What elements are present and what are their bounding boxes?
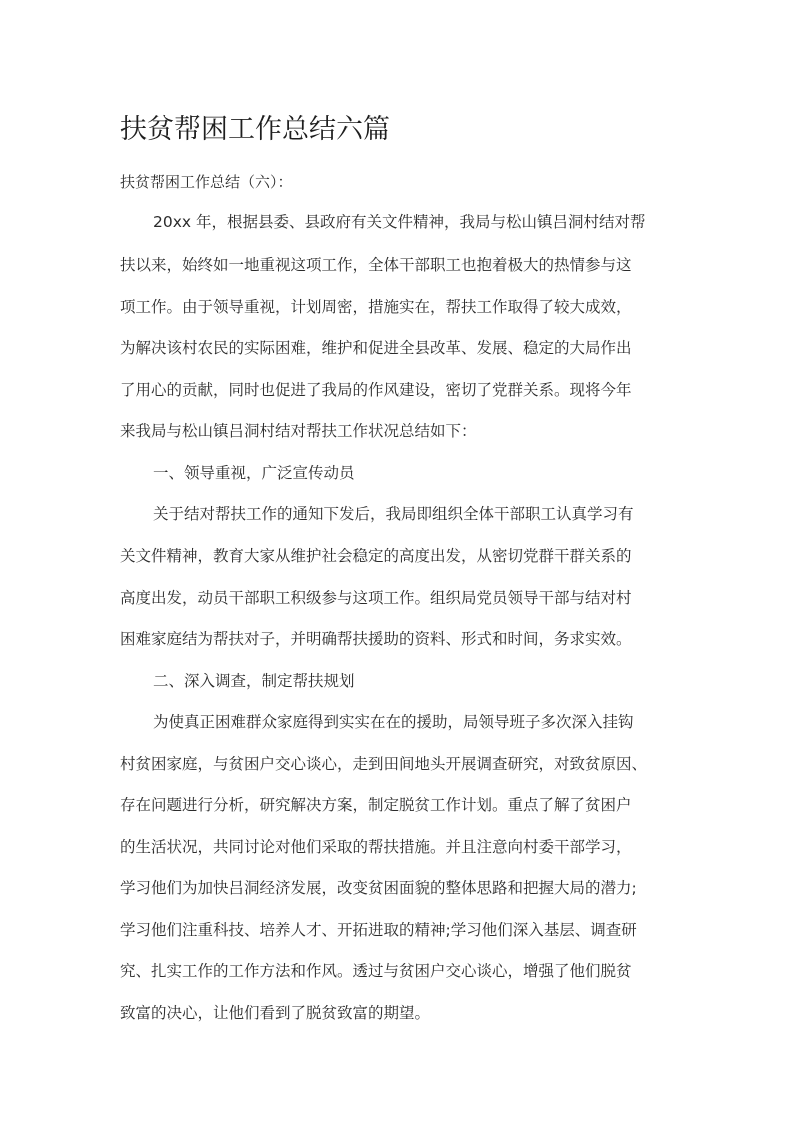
paragraph-line: 为使真正困难群众家庭得到实实在在的援助，局领导班子多次深入挂钩 [153,713,634,731]
paragraph-line: 为解决该村农民的实际困难，维护和促进全县改革、发展、稳定的大局作出 [120,339,632,357]
paragraph-line: 困难家庭结为帮扶对子，并明确帮扶援助的资料、形式和时间，务求实效。 [120,630,632,648]
paragraph-line: 学习他们为加快吕洞经济发展，改变贫困面貌的整体思路和把握大局的潜力; [120,879,637,897]
paragraph-line: 项工作。由于领导重视，计划周密，措施实在，帮扶工作取得了较大成效， [120,298,632,316]
section-heading: 一、领导重视，广泛宣传动员 [153,464,355,482]
section-heading: 二、深入调查，制定帮扶规划 [153,672,355,690]
paragraph-line: 高度出发，动员干部职工积级参与这项工作。组织局党员领导干部与结对村 [120,589,632,607]
paragraph-line: 扶以来，始终如一地重视这项工作，全体干部职工也抱着极大的热情参与这 [120,256,632,274]
paragraph-line: 来我局与松山镇吕洞村结对帮扶工作状况总结如下： [120,422,477,440]
paragraph-line: 究、扎实工作的工作方法和作风。透过与贫困户交心谈心，增强了他们脱贫 [120,962,632,980]
paragraph-line: 村贫困家庭，与贫困户交心谈心，走到田间地头开展调查研究，对致贫原因、 [120,755,648,773]
document-title: 扶贫帮困工作总结六篇 [120,114,390,145]
paragraph-line: 的生活状况，共同讨论对他们采取的帮扶措施。并且注意向村委干部学习， [120,838,632,856]
paragraph-line: 致富的决心，让他们看到了脱贫致富的期望。 [120,1004,431,1022]
paragraph-line: 存在问题进行分析，研究解决方案，制定脱贫工作计划。重点了解了贫困户 [120,796,632,814]
paragraph-line: 20xx 年，根据县委、县政府有关文件精神，我局与松山镇吕洞村结对帮 [153,213,646,231]
paragraph-line: 了用心的贡献，同时也促进了我局的作风建设，密切了党群关系。现将今年 [120,381,632,399]
paragraph-line: 学习他们注重科技、培养人才、开拓进取的精神;学习他们深入基层、调查研 [120,921,637,939]
document-subtitle: 扶贫帮困工作总结（六）： [120,173,293,191]
paragraph-line: 关于结对帮扶工作的通知下发后，我局即组织全体干部职工认真学习有 [153,505,634,523]
paragraph-line: 关文件精神，教育大家从维护社会稳定的高度出发，从密切党群干群关系的 [120,547,632,565]
